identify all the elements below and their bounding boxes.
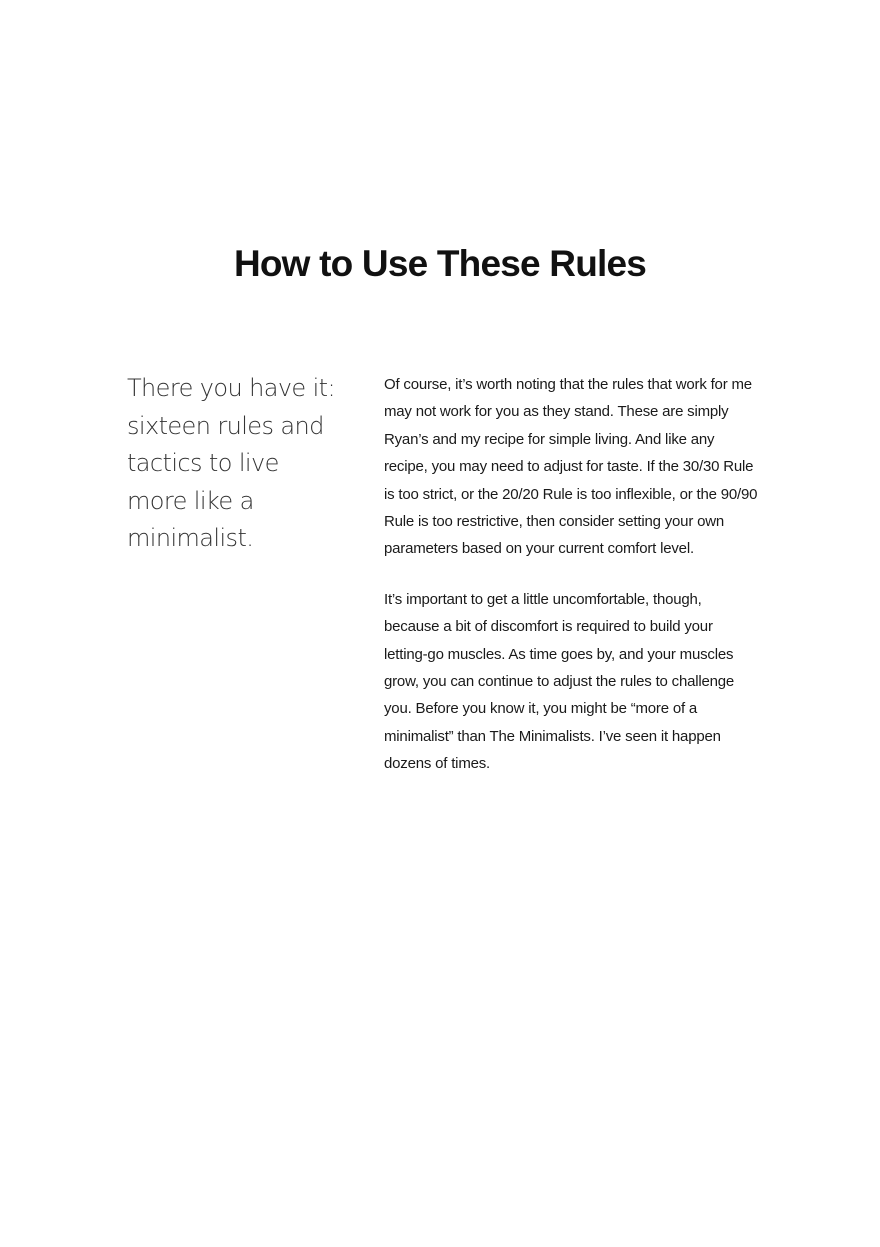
pull-quote: There you have it: sixteen rules and tactics to live more like a minimalist. [127,374,335,552]
page-title: How to Use These Rules [233,243,647,284]
paragraph-1: Of course, it’s worth noting that the rules that work for me may not work for you as they stand. These are simply Ryan’s and my recipe for simple living. And like any recipe, you may need to adjust for taste. If the 30/30 Rule is too strict, or the 20/20 Rule is too inflexible, or the 90/90 Rule is too restrictive, then consider setting your own parameters based on your current comfort level. [384,376,758,558]
body-text [384,371,759,801]
paragraph-2: It’s important to get a little uncomfortable, though, because a bit of discomfort is required to build your letting-go muscles. As time goes by, and your muscles grow, you can continue to adjust the rules to challenge you. Before you know it, you might be “more of a minimalist” than The Minimalists. I’ve seen it happen dozens of times. [384,590,735,773]
